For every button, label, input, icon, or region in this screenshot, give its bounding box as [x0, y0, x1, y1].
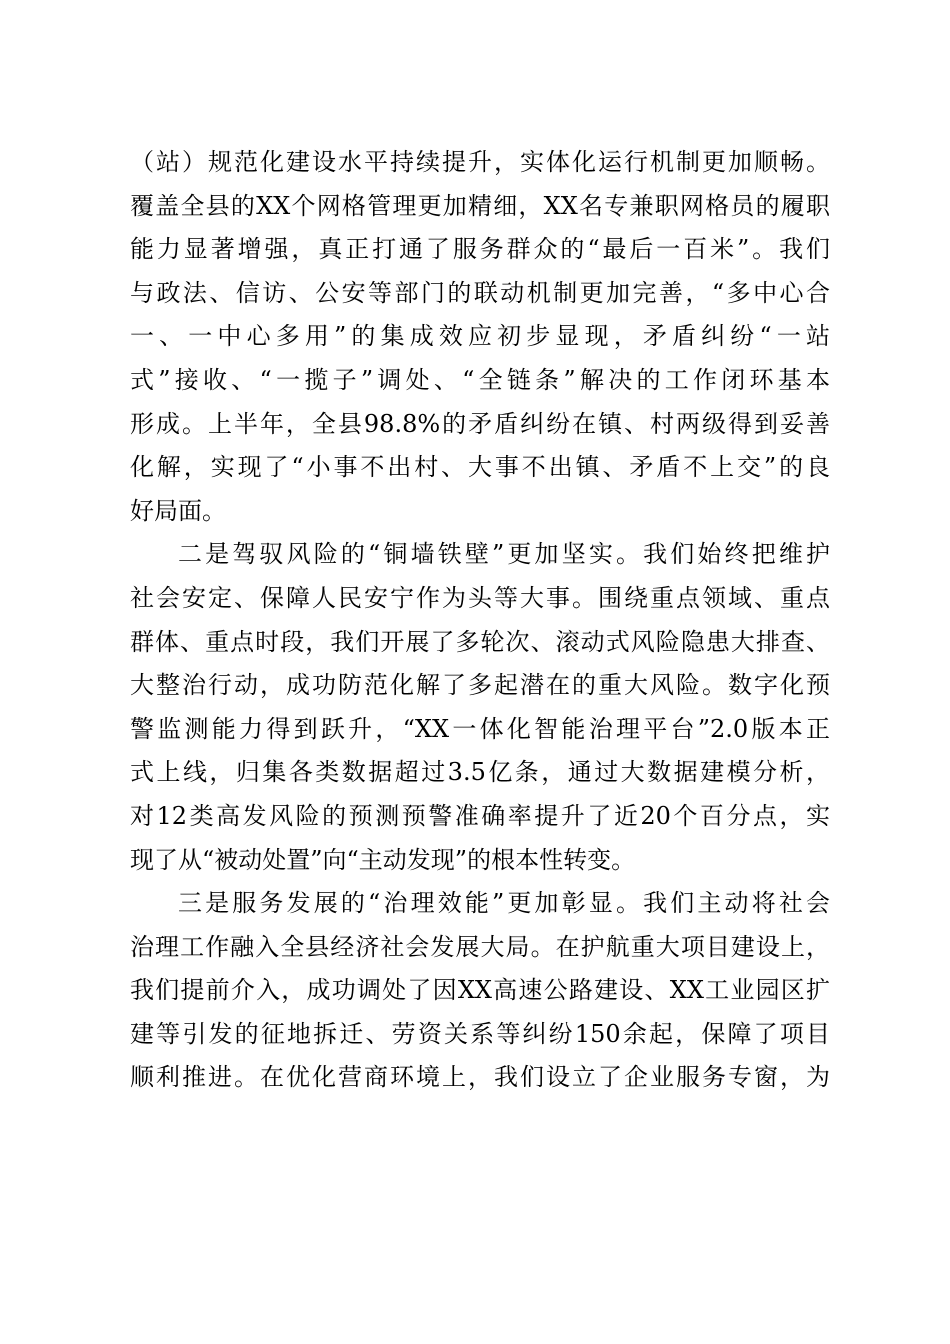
text-line: 建等引发的征地拆迁、劳资关系等纠纷150余起，保障了项目: [130, 1019, 830, 1048]
text-line: 一、一中心多用”的集成效应初步显现，矛盾纠纷“一站: [130, 322, 830, 351]
text-line: 能力显著增强，真正打通了服务群众的“最后一百米”。我们: [130, 235, 830, 264]
text-line: 化解，实现了“小事不出村、大事不出镇、矛盾不上交”的良: [130, 453, 830, 482]
paragraph-1: [130, 141, 830, 533]
text-line: （站）规范化建设水平持续提升，实体化运行机制更加顺畅。: [130, 148, 830, 176]
text-line: 群体、重点时段，我们开展了多轮次、滚动式风险隐患大排查、: [130, 627, 830, 656]
text-line: 与政法、信访、公安等部门的联动机制更加完善，“多中心合: [130, 278, 830, 307]
text-line: 式”接收、“一揽子”调处、“全链条”解决的工作闭环基本: [130, 365, 830, 394]
text-line: 式上线，归集各类数据超过3.5亿条，通过大数据建模分析，: [130, 758, 830, 787]
text-line: 我们提前介入，成功调处了因XX高速公路建设、XX工业园区扩: [130, 976, 830, 1005]
text-line: 三是服务发展的“治理效能”更加彰显。我们主动将社会: [178, 889, 830, 918]
text-line: 顺利推进。在优化营商环境上，我们设立了企业服务专窗，为: [130, 1063, 830, 1092]
text-line: 警监测能力得到跃升，“XX一体化智能治理平台”2.0版本正: [130, 714, 830, 743]
text-line: 覆盖全县的XX个网格管理更加精细，XX名专兼职网格员的履职: [130, 191, 830, 220]
text-line: 大整治行动，成功防范化解了多起潜在的重大风险。数字化预: [130, 671, 830, 700]
paragraph-2: [130, 533, 830, 882]
text-line: 形成。上半年，全县98.8%的矛盾纠纷在镇、村两级得到妥善: [130, 409, 830, 438]
text-line: 好局面。: [130, 496, 226, 525]
text-line: 二是驾驭风险的“铜墙铁壁”更加坚实。我们始终把维护: [178, 540, 830, 569]
text-line: 现了从“被动处置”向“主动发现”的根本性转变。: [130, 845, 636, 874]
text-line: 治理工作融入全县经济社会发展大局。在护航重大项目建设上，: [130, 932, 830, 961]
text-line: 对12类高发风险的预测预警准确率提升了近20个百分点，实: [130, 801, 830, 830]
document-body: [130, 141, 830, 1100]
text-line: 社会安定、保障人民安宁作为头等大事。围绕重点领域、重点: [130, 583, 830, 612]
paragraph-3: [130, 882, 830, 1100]
